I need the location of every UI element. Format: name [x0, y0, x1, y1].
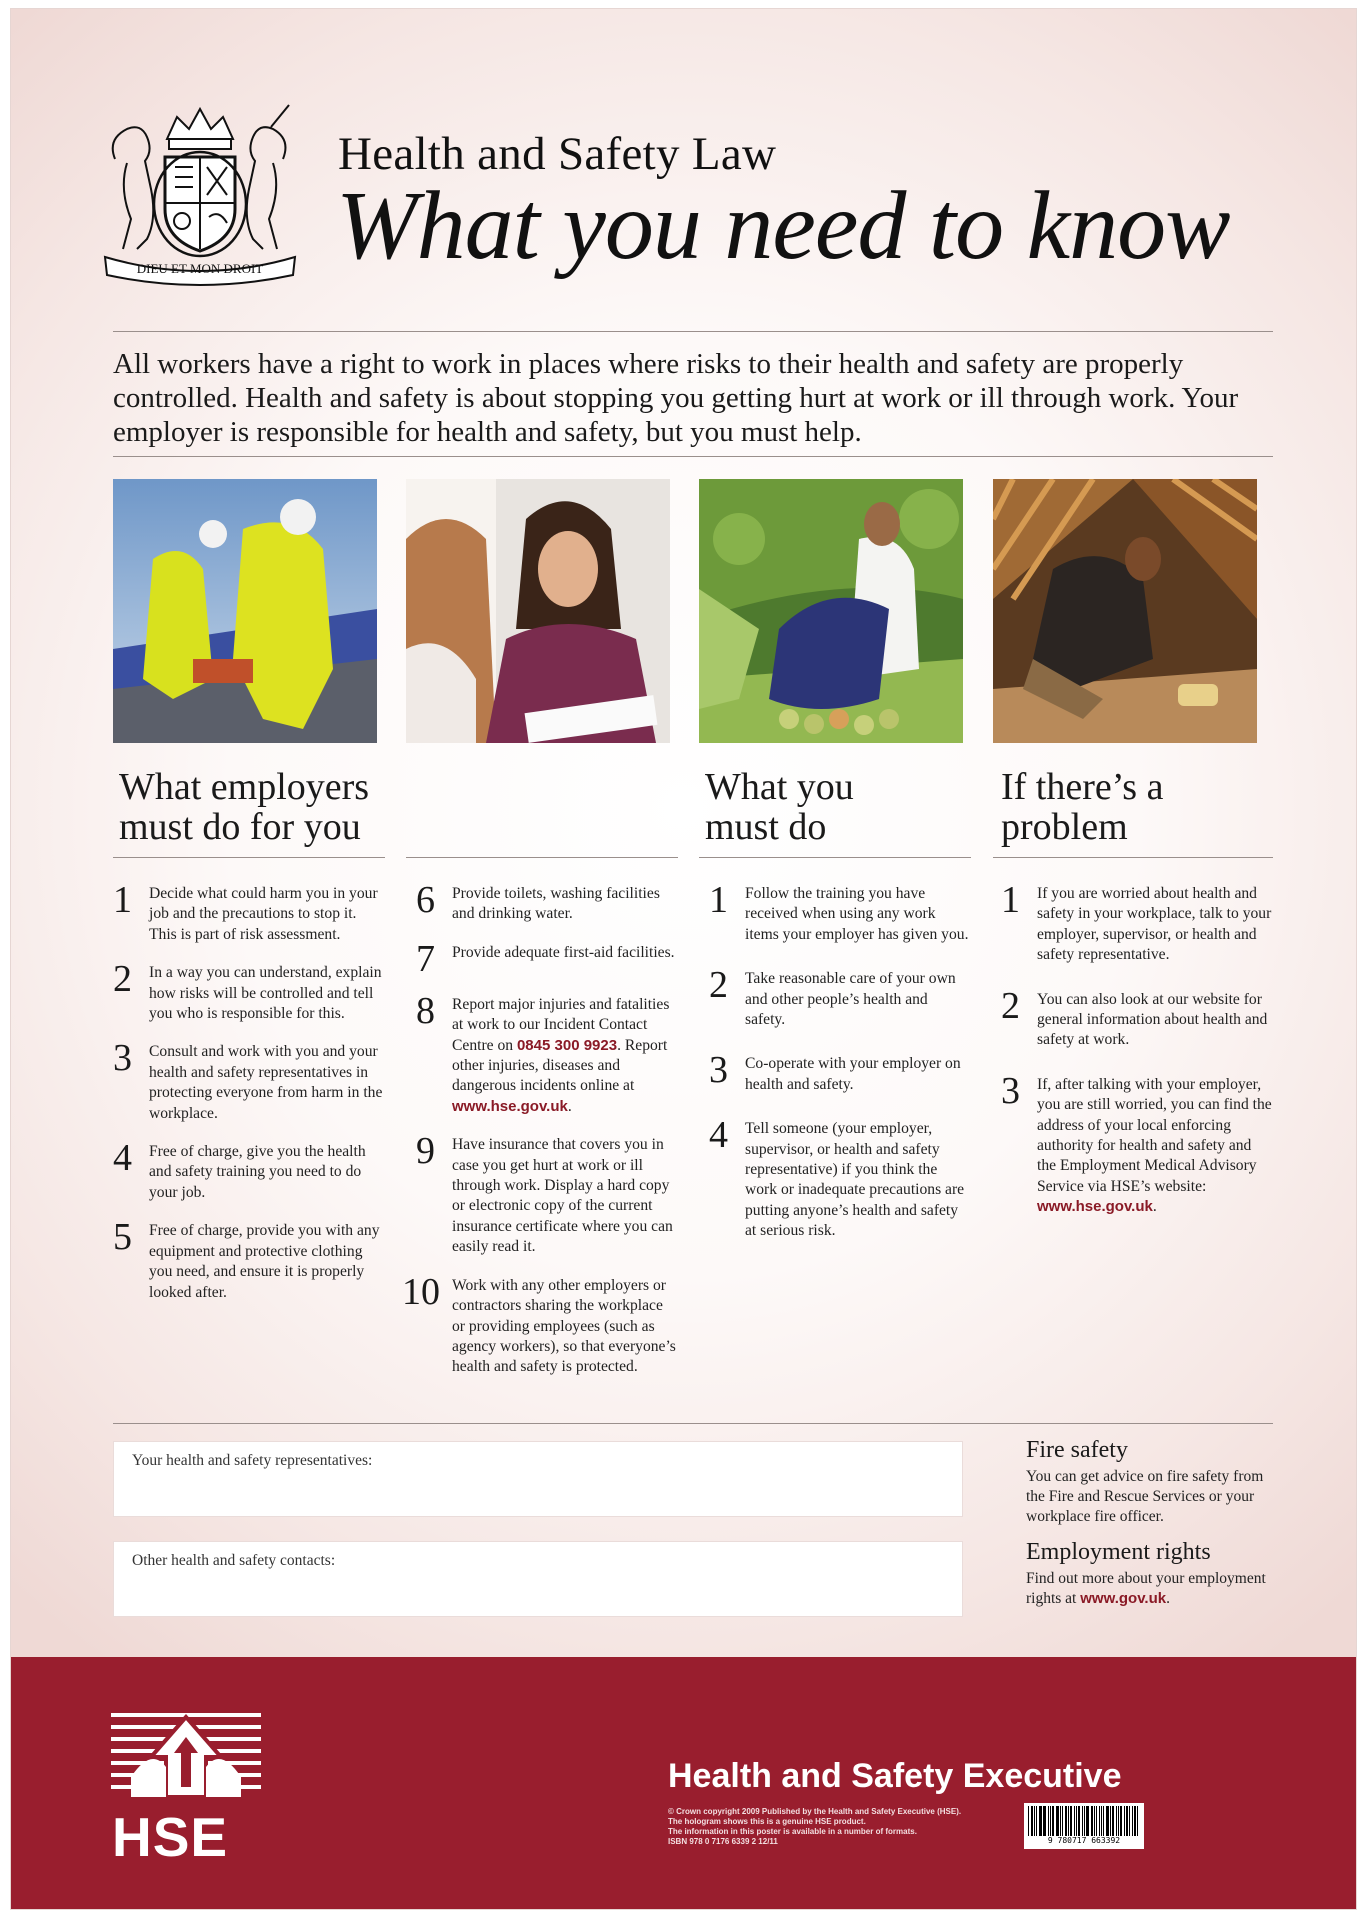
list-item: 2 Take reasonable care of your own and other people’s health and safety.: [709, 964, 956, 1029]
list-item: 8 Report major injuries and fatalities at work to our Incident Contact Centre on 0845 300 9923. Report other injuries, diseases and dangerous incidents online at www.hse.gov.uk.: [416, 989, 670, 1115]
barcode-bars: [1028, 1806, 1140, 1836]
photo-fruit-picker: [699, 479, 963, 743]
list-item: 4 Free of charge, give you the health and safety training you need to do your job.: [113, 1137, 366, 1201]
employment-rights-text: Find out more about your employment rights at www.gov.uk.: [1026, 1570, 1266, 1607]
intro-paragraph: All workers have a right to work in places where risks to their health and safety are properly controlled. Health and safety is about stopping you getting hurt at work or ill through work. Your employer is responsible for health and safety, but you must help.: [113, 348, 1239, 448]
divider: [699, 857, 971, 858]
photo-road-workers: [113, 479, 377, 743]
poster-kicker: Health and Safety Law: [338, 128, 777, 180]
incident-phone-number: 0845 300 9923: [516, 1036, 618, 1054]
isbn-barcode: [1024, 1803, 1144, 1849]
hse-logo-text: HSE: [112, 1806, 229, 1868]
divider: [113, 857, 385, 858]
list-item: 5 Free of charge, provide you with any equipment and protective clothing you need, and ensure it is properly looked after.: [113, 1216, 380, 1301]
fine-print: © Crown copyright 2009 Published by the Health and Safety Executive (HSE). The hologram shows this is a genuine HSE product. The information in this poster is available in a number of formats. ISBN 978 0 7176 6339 2 12/11: [668, 1807, 962, 1846]
list-item: 3 If, after talking with your employer, you are still worried, you can find the address of your local enforcing authority for health and safety and the Employment Medical Advisory Service via HSE’s website: www.hse.gov.uk.: [1001, 1069, 1272, 1216]
gov-uk-link[interactable]: www.gov.uk: [1080, 1590, 1167, 1607]
hse-website-link[interactable]: www.hse.gov.uk: [452, 1097, 568, 1115]
crest-motto: DIEU ET MON DROIT: [136, 261, 264, 276]
divider: [113, 331, 1273, 332]
list-item: 9 Have insurance that covers you in case you get hurt at work or ill through work. Display a hard copy or electronic copy of the current insurance certificate where you can easily read it.: [416, 1130, 673, 1256]
fire-safety-title: Fire safety: [1026, 1437, 1128, 1463]
poster-title: What you need to know: [336, 172, 1230, 280]
list-item: 2 You can also look at our website for general information about health and safety at work.: [1001, 984, 1268, 1049]
list-item: 2 In a way you can understand, explain how risks will be controlled and tell you who is responsible for this.: [113, 958, 382, 1023]
list-item: 3 Consult and work with you and your health and safety representatives in protecting everyone from harm in the workplace.: [113, 1037, 383, 1122]
list-item: 10 Work with any other employers or contractors sharing the workplace or providing employees (such as agency workers), so that everyone’s health and safety is protected.: [402, 1270, 676, 1376]
divider: [993, 857, 1273, 858]
list-item: 1 Follow the training you have received when using any work items your employer has given you.: [709, 879, 969, 943]
hse-website-link[interactable]: www.hse.gov.uk: [1037, 1198, 1153, 1216]
heading-what-employers-must-do: What employers must do for you: [119, 766, 370, 848]
representatives-box[interactable]: [113, 1441, 963, 1517]
representatives-label: Your health and safety representatives:: [132, 1452, 373, 1469]
list-item: 3 Co-operate with your employer on health and safety.: [709, 1049, 961, 1093]
organisation-name: Health and Safety Executive: [668, 1757, 1122, 1795]
heading-if-theres-a-problem: If there’s a problem: [1001, 766, 1164, 848]
fire-safety-text: You can get advice on fire safety from the Fire and Rescue Services or your workplace fire officer.: [1026, 1468, 1264, 1525]
royal-coat-of-arms-logo: [97, 99, 303, 289]
barcode-digits: 9 780717 663392: [1047, 1836, 1121, 1845]
photo-worker-consultation: [406, 479, 670, 743]
list-item: 1 If you are worried about health and safety in your workplace, talk to your employer, supervisor, or health and safety representative.: [1001, 879, 1272, 964]
divider: [406, 857, 678, 858]
divider: [113, 1423, 1273, 1424]
heading-what-you-must-do: What you must do: [705, 766, 854, 848]
footer-band: [11, 1657, 1357, 1910]
employee-duties-list: [709, 879, 971, 1258]
list-item: 1 Decide what could harm you in your job and the precautions to stop it. This is part of risk assessment.: [113, 879, 378, 943]
employer-duties-list-part-1: [113, 879, 385, 1319]
photo-roof-worker: [993, 479, 1257, 743]
poster: [10, 8, 1357, 1910]
other-contacts-box[interactable]: [113, 1541, 963, 1617]
divider: [113, 456, 1273, 457]
list-item: 6 Provide toilets, washing facilities and drinking water.: [416, 879, 660, 923]
problem-steps-list: [1001, 879, 1273, 1234]
list-item: 4 Tell someone (your employer, supervisor, or health and safety representative) if you think the work or inadequate precautions are putting anyone’s health and safety at serious risk.: [709, 1114, 965, 1240]
list-item: 7 Provide adequate first-aid facilities.: [416, 937, 675, 980]
employment-rights-title: Employment rights: [1026, 1539, 1211, 1565]
other-contacts-label: Other health and safety contacts:: [132, 1552, 336, 1569]
employer-duties-list-part-2: [402, 879, 678, 1394]
